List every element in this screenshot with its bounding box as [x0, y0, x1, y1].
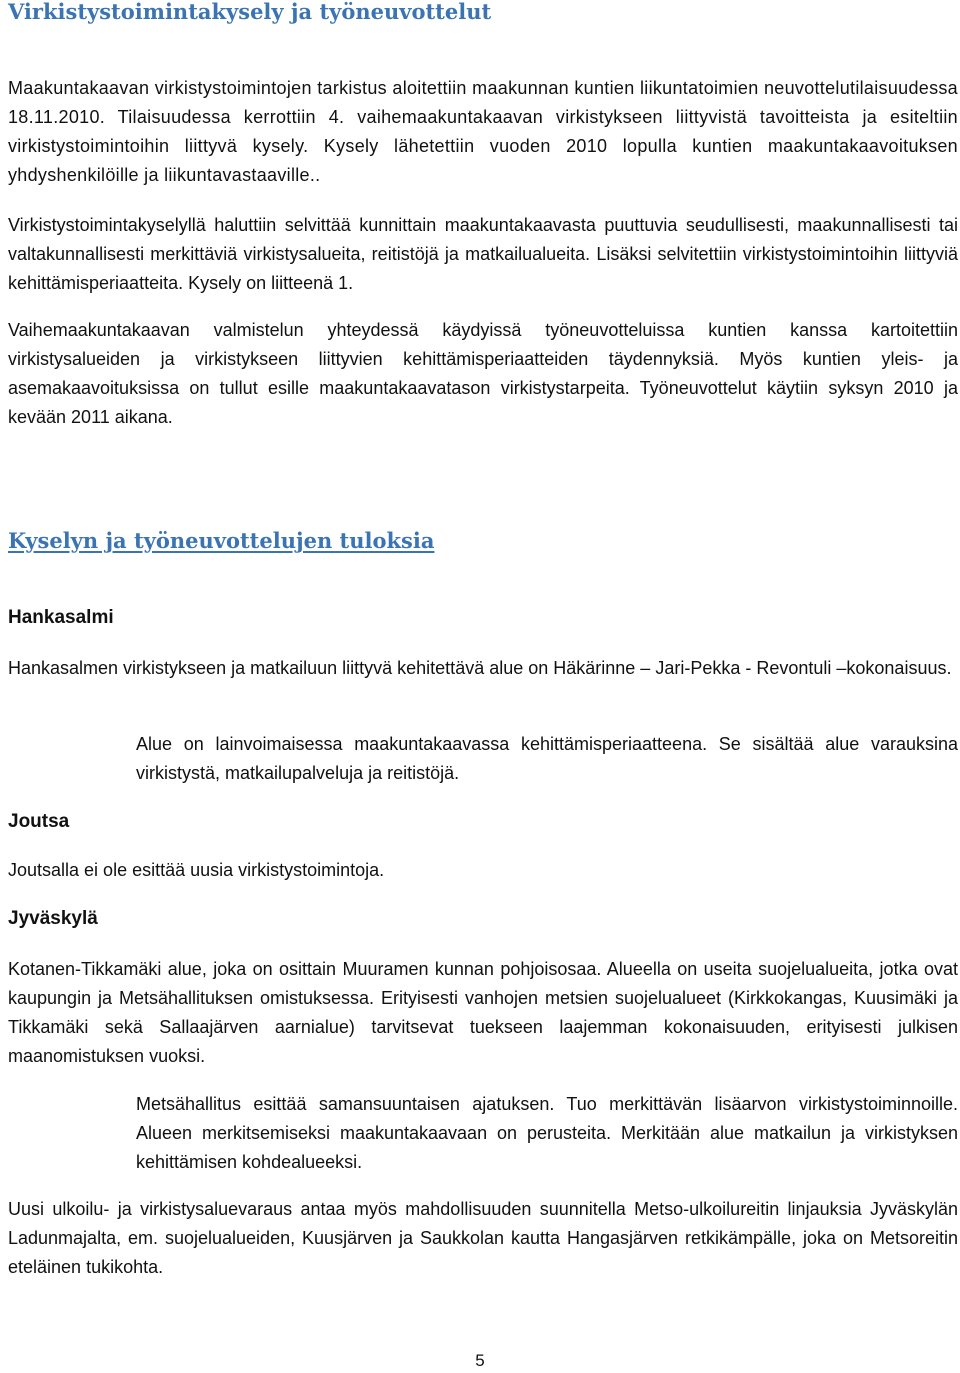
heading-joutsa: Joutsa	[8, 811, 70, 832]
hankasalmi-paragraph: Hankasalmen virkistykseen ja matkailuun liittyvä kehitettävä alue on Häkärinne – Jari-Pekka - Revontuli –kokonaisuus.	[8, 658, 952, 678]
joutsa-paragraph: Joutsalla ei ole esittää uusia virkistystoimintoja.	[8, 860, 385, 880]
jyvaskyla-indented-paragraph: Metsähallitus esittää samansuuntaisen ajatuksen. Tuo merkittävän lisäarvon virkistystoiminnoille. Alueen merkitsemiseksi maakuntakaavaan on perusteita. Merkitään alue matkailun ja virkistyksen kehittämisen kohdealueeksi.	[136, 1094, 958, 1172]
section-title: Virkistystoimintakysely ja työneuvottelut	[8, 0, 492, 24]
hankasalmi-indented-paragraph: Alue on lainvoimaisessa maakuntakaavassa kehittämisperiaatteena. Se sisältää alue varauksina virkistystä, matkailupalveluja ja reitistöjä.	[136, 734, 958, 783]
page-number: 5	[475, 1351, 485, 1370]
intro-paragraph-3: Vaihemaakuntakaavan valmistelun yhteydessä käydyissä työneuvotteluissa kuntien kanssa kartoitettiin virkistysalueiden ja virkistykseen liittyvien kehittämisperiaatteiden täydennyksiä. Myös kuntien yleis- ja asemakaavoituksissa on tullut esille maakuntakaavatason virkistystarpeita. Työneuvottelut käytiin syksyn 2010 ja kevään 2011 aikana.	[8, 320, 958, 427]
heading-hankasalmi: Hankasalmi	[8, 607, 114, 628]
intro-paragraph-1: Maakuntakaavan virkistystoimintojen tarkistus aloitettiin maakunnan kuntien liikuntatoimien neuvottelutilaisuudessa 18.11.2010. Tilaisuudessa kerrottiin 4. vaihemaakuntakaavan virkistykseen liittyvistä tavoitteista ja esiteltiin virkistystoimintoihin liittyvä kysely. Kysely lähetettiin vuoden 2010 lopulla kuntien maakuntakaavoituksen yhdyshenkilöille ja liikuntavastaaville..	[8, 78, 958, 185]
results-title: Kyselyn ja työneuvottelujen tuloksia	[8, 528, 435, 553]
jyvaskyla-paragraph-2: Uusi ulkoilu- ja virkistysaluevaraus antaa myös mahdollisuuden suunnitella Metso-ulkoilureitin linjauksia Jyväskylän Ladunmajalta, em. suojelualueiden, Kuusjärven ja Saukkolan kautta Hangasjärven retkikämpälle, joka on Metsoreitin eteläinen tukikohta.	[8, 1199, 958, 1277]
jyvaskyla-paragraph-1: Kotanen-Tikkamäki alue, joka on osittain Muuramen kunnan pohjoisosaa. Alueella on useita suojelualueita, jotka ovat kaupungin ja Metsähallituksen omistuksessa. Erityisesti vanhojen metsien suojelualueet (Kirkkokangas, Kuusimäki ja Tikkamäki sekä Sallaajärven aarnialue) tarvitsevat tuekseen laajemman kokonaisuuden, erityisesti julkisen maanomistuksen vuoksi.	[8, 959, 958, 1066]
heading-jyvaskyla: Jyväskylä	[8, 908, 98, 929]
intro-paragraph-2: Virkistystoimintakyselyllä haluttiin selvittää kunnittain maakuntakaavasta puuttuvia seudullisesti, maakunnallisesti tai valtakunnallisesti merkittäviä virkistysalueita, reitistöjä ja matkailualueita. Lisäksi selvitettiin virkistystoimintoihin liittyviä kehittämisperiaatteita. Kysely on liitteenä 1.	[8, 215, 958, 293]
